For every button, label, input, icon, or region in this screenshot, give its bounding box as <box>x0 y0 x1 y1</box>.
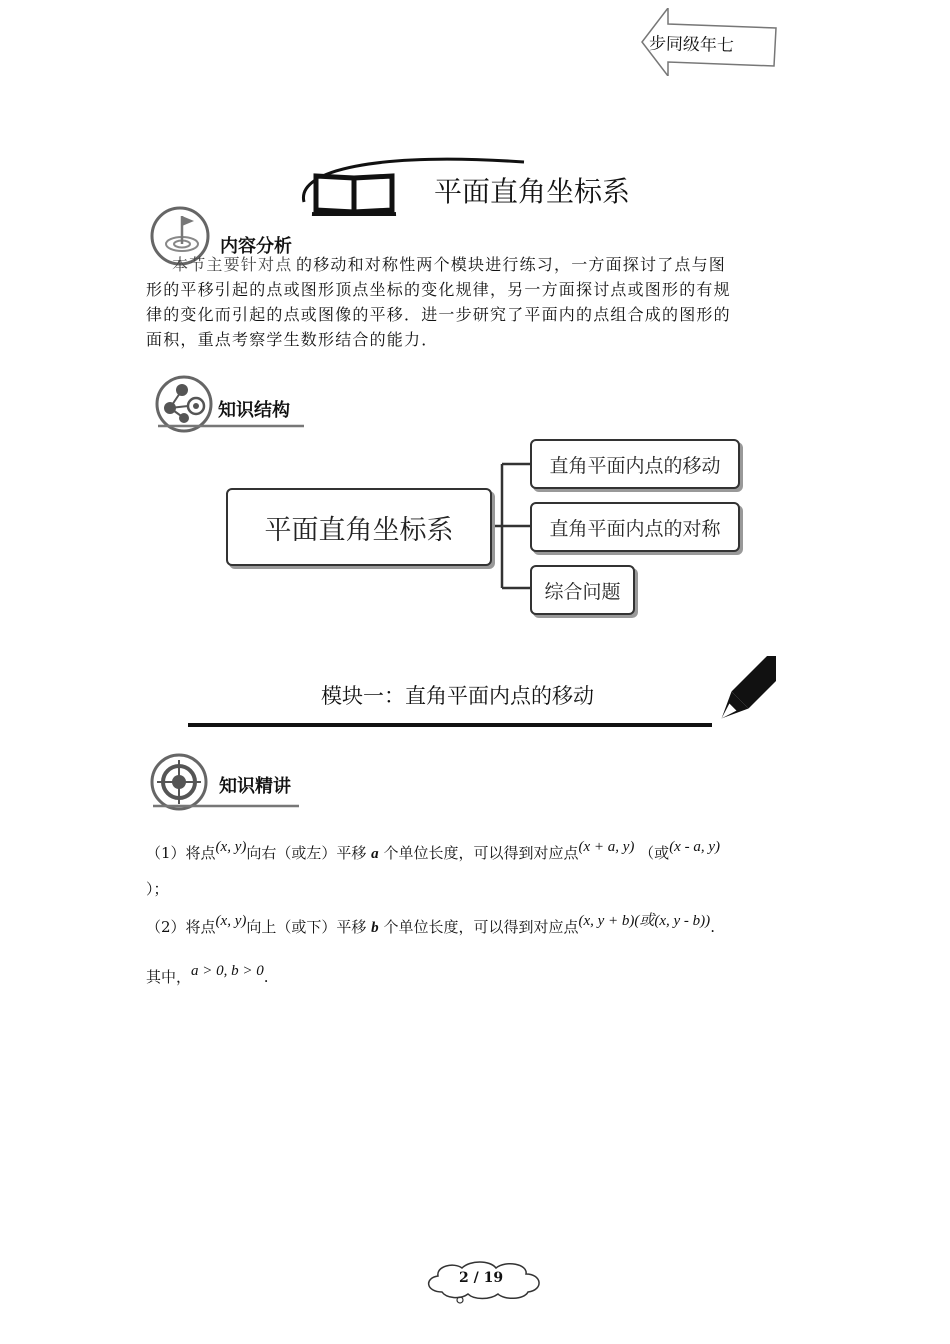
mindmap-child-move: 直角平面内点的移动 <box>530 439 740 489</box>
rule-2-prefix: （2）将点 <box>146 918 216 936</box>
page-number: 2 / 19 <box>459 1270 504 1286</box>
rule-2-point: (x, y) <box>215 913 247 929</box>
mindmap-child-symmetry: 直角平面内点的对称 <box>530 502 740 552</box>
mindmap-root: 平面直角坐标系 <box>226 488 492 566</box>
condition-prefix: 其中， <box>146 968 192 986</box>
condition-math: a > 0, b > 0 <box>191 963 264 979</box>
analysis-line-2: 形的平移引起的点或图形顶点坐标的变化规律，另一方面探讨点或图形的有规 <box>146 280 731 299</box>
rule-1-var: a <box>371 846 379 862</box>
condition-end: . <box>263 968 269 986</box>
rule-2-end: . <box>710 918 715 936</box>
pencil-icon <box>184 656 776 732</box>
page-title: 平面直角坐标系 <box>434 175 631 208</box>
analysis-overlap-text: 本节主要针对点 <box>172 255 293 274</box>
rule-1-tail: ）； <box>146 880 169 898</box>
rule-1-prefix: （1）将点 <box>146 844 216 862</box>
rule-1 <box>146 839 720 863</box>
module-title: 模块一：直角平面内点的移动 <box>321 684 594 708</box>
rule-2-var: b <box>371 920 379 936</box>
grade-tag: 步同级年七 <box>648 33 735 57</box>
rule-1-alt-open: （或 <box>639 844 670 862</box>
rule-2-result-text: 个单位长度，可以得到对应点 <box>383 918 579 936</box>
rule-1-point: (x, y) <box>215 839 247 855</box>
section-label-explain: 知识精讲 <box>219 776 291 797</box>
rule-1-direction: 向右（或左）平移 <box>246 844 367 862</box>
rule-2-direction: 向上（或下）平移 <box>246 918 367 936</box>
mindmap-child-comprehensive: 综合问题 <box>530 565 635 615</box>
rule-1-alt: (x - a, y) <box>669 839 720 855</box>
rule-2 <box>146 913 715 937</box>
section-label-structure: 知识结构 <box>218 400 290 421</box>
rule-1-result-text: 个单位长度，可以得到对应点 <box>383 844 579 862</box>
rule-1-result: (x + a, y) <box>578 839 635 855</box>
rule-2-result: (x, y + b)(或(x, y - b)) <box>578 913 711 929</box>
analysis-line-4: 面积，重点考察学生数形结合的能力． <box>146 330 439 349</box>
condition-line <box>146 963 269 987</box>
analysis-line-3: 律的变化而引起的点或图像的平移．进一步研究了平面内的点组合成的图形的 <box>146 305 731 324</box>
section-label-analysis: 内容分析 <box>220 236 292 257</box>
analysis-line-1: 的移动和对称性两个模块进行练习，一方面探讨了点与图 <box>296 255 727 274</box>
